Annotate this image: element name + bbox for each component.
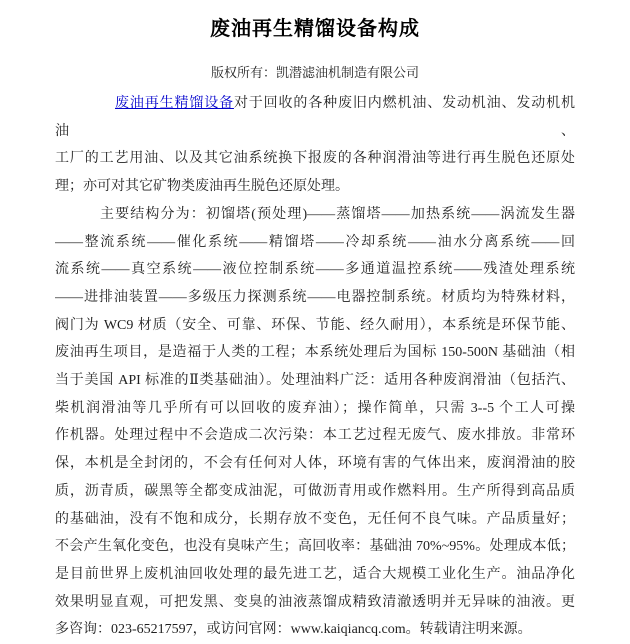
body-line-text: 是目前世界上废机油回收处理的最先进工艺，适合大规模工业化生产。油品净化: [55, 566, 575, 582]
body-line-text: 理；亦可对其它矿物类废油再生脱色还原处理。: [55, 179, 349, 195]
paragraph: [55, 90, 575, 201]
body-line-text: ——进排油装置——多级压力探测系统——电器控制系统。材质均为特殊材料，: [55, 289, 575, 305]
body-line: [55, 506, 575, 534]
body-line-text: 作机器。处理过程中不会造成二次污染：本工艺过程无废气、废水排放。非常环: [55, 428, 575, 444]
body-line-text: 流系统——真空系统——液位控制系统——多通道温控系统——残渣处理系统: [55, 262, 575, 278]
body-line: [55, 201, 575, 229]
body-line: [55, 616, 575, 644]
body-line-text: 保，本机是全封闭的，不会有任何对人体，环境有害的气体出来，废润滑油的胶: [55, 456, 575, 472]
body-line: [55, 256, 575, 284]
body-line-text: ——整流系统——催化系统——精馏塔——冷却系统——油水分离系统——回: [55, 234, 575, 250]
body-line: [55, 339, 575, 367]
body-line-text: 柴机润滑油等几乎所有可以回收的废弃油）；操作简单，只需 3--5 个工人可操: [55, 400, 575, 416]
body-line: [55, 90, 575, 145]
body-line: [55, 145, 575, 173]
body-line: [55, 561, 575, 589]
body-line-text: 不会产生氧化变色，也没有臭味产生；高回收率：基础油 70%~95%。处理成本低；: [55, 539, 575, 555]
body-line: [55, 395, 575, 423]
body-line: [55, 173, 575, 201]
body-line: [55, 284, 575, 312]
body-line: [55, 422, 575, 450]
body-line-text: 废油再生项目，是造福于人类的工程；本系统处理后为国标 150-500N 基础油（相: [55, 345, 575, 361]
body-line-text: 效果明显直观，可把发黑、变臭的油液蒸馏成精致清澈透明并无异味的油液。更: [55, 594, 575, 610]
body-line: [55, 367, 575, 395]
copyright-line: 版权所有：凯潜滤油机制造有限公司: [210, 65, 419, 80]
document-body: [55, 90, 575, 644]
body-line-text: 主要结构分为：初馏塔(预处理)——蒸馏塔——加热系统——涡流发生器: [100, 206, 575, 222]
body-line: [55, 229, 575, 257]
paragraph: [55, 201, 575, 644]
body-line-text: 的基础油，没有不饱和成分，长期存放不变色，无任何不良气味。产品质量好；: [55, 511, 575, 527]
body-line-text: 多咨询：023-65217597，或访问官网：www.kaiqiancq.com。转载请注明来源。: [55, 622, 532, 638]
body-line: [55, 478, 575, 506]
body-line-text: 质，沥青质，碳黑等全都变成油泥，可做沥青用或作燃料用。生产所得到高品质: [55, 483, 575, 499]
body-line-text: 对于回收的各种废旧内燃机油、发动机油、发动机机油、: [55, 96, 575, 139]
body-line: [55, 589, 575, 617]
body-line-text: 阀门为 WC9 材质（安全、可靠、环保、节能、经久耐用），本系统是环保节能、: [55, 317, 575, 333]
document-title: 废油再生精馏设备构成: [210, 18, 420, 40]
body-line: [55, 450, 575, 478]
body-line: [55, 312, 575, 340]
body-line-text: 当于美国 API 标准的Ⅱ类基础油）。处理油料广泛：适用各种废润滑油（包括汽、: [55, 373, 575, 389]
body-line-text: 工厂的工艺用油、以及其它油系统换下报废的各种润滑油等进行再生脱色还原处: [55, 151, 575, 167]
body-line: [55, 533, 575, 561]
keyword-link[interactable]: 废油再生精馏设备: [115, 96, 234, 111]
